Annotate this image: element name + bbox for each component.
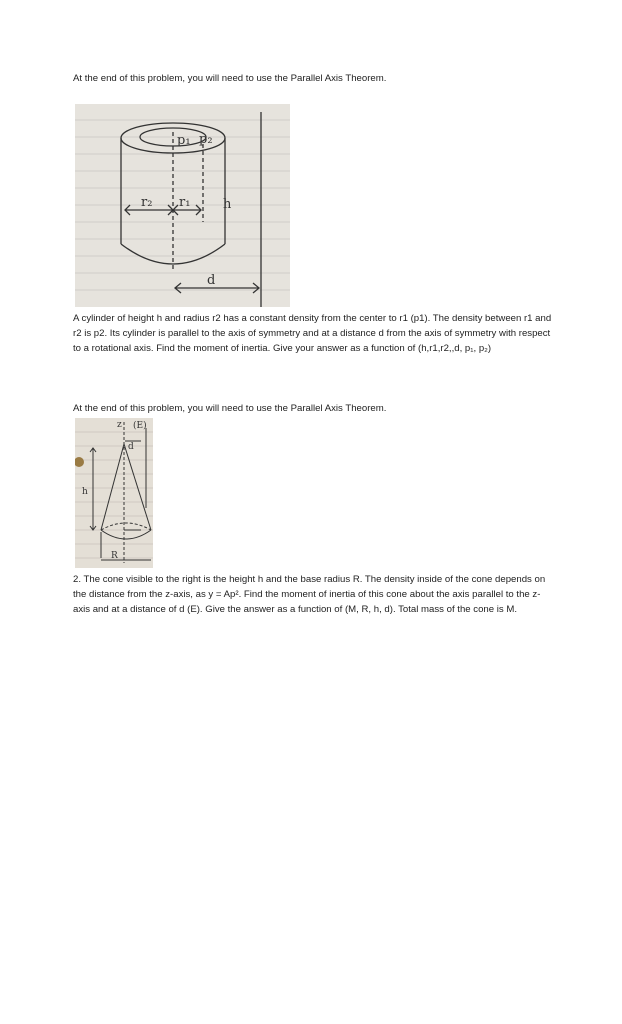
- label-h: h: [223, 197, 232, 212]
- label-r1: r₁: [179, 195, 191, 210]
- label-p1: p₁: [177, 133, 191, 148]
- label-r2: r₂: [141, 195, 153, 210]
- label-R: R: [111, 551, 118, 561]
- problem2-text: 2. The cone visible to the right is the height h and the base radius R. The density inside of the cone depends on the distance from the z-axis, as y = Ap². Find the moment of inertia of this cone about the axis parallel to the z-axis and at a distance of d (E). Give the answer as a function of (M, R, h, d). Total mass of the cone is M.: [73, 574, 546, 615]
- problem1-intro: At the end of this problem, you will need to use the Parallel Axis Theorem.: [73, 73, 387, 84]
- label-d-cone: d: [128, 442, 134, 452]
- label-E: (E): [133, 421, 147, 431]
- cylinder-figure: [75, 104, 290, 307]
- label-p2: p₂: [199, 132, 213, 147]
- problem1-text: A cylinder of height h and radius r2 has a constant density from the center to r1 (p1). The density between r1 and r2 is p2. Its cylinder is parallel to the axis of symmetry and at a distance d from the axis of symmetry with respect to a rotational axis. Find the moment of inertia. Give your answer as a function of (h,r1,r2,,d, p₁, p₂): [73, 313, 552, 354]
- label-z: z: [117, 420, 122, 430]
- label-d: d: [207, 273, 216, 288]
- cone-figure: [75, 418, 153, 568]
- problem2-intro: At the end of this problem, you will need to use the Parallel Axis Theorem.: [73, 403, 387, 414]
- label-h-cone: h: [82, 487, 88, 497]
